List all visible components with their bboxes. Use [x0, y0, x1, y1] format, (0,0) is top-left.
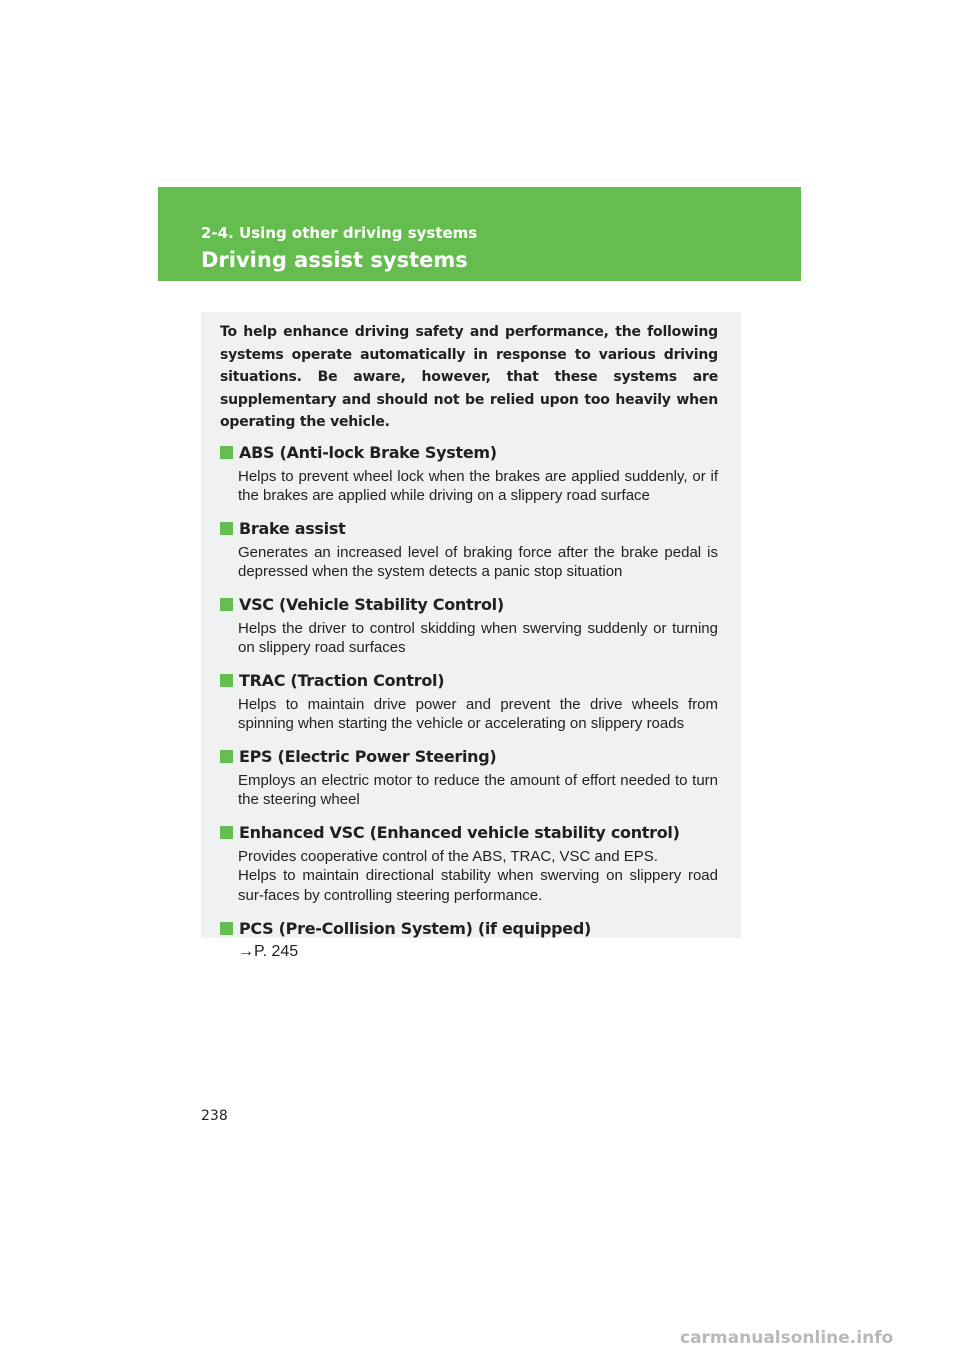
item-description: Helps the driver to control skidding when swerving suddenly or turning on slippery road surfaces — [238, 619, 718, 657]
watermark: carmanualsonline.info — [680, 1328, 894, 1348]
item-title: VSC (Vehicle Stability Control) — [220, 594, 718, 616]
item-title: Brake assist — [220, 518, 718, 540]
green-square-icon — [220, 750, 233, 763]
green-square-icon — [220, 598, 233, 611]
item-vsc — [220, 594, 718, 658]
item-description: Employs an electric motor to reduce the amount of effort needed to turn the steering wheel — [238, 771, 718, 809]
section-header-band — [158, 187, 801, 281]
section-label: 2-4. Using other driving systems — [201, 224, 478, 242]
page-title: Driving assist systems — [201, 248, 468, 272]
green-square-icon — [220, 826, 233, 839]
green-square-icon — [220, 446, 233, 459]
item-brake-assist — [220, 518, 718, 582]
item-trac — [220, 670, 718, 734]
page-number: 238 — [201, 1108, 228, 1124]
item-description: Generates an increased level of braking force after the brake pedal is depressed when the system detects a panic stop situation — [238, 543, 718, 581]
item-title: EPS (Electric Power Steering) — [220, 746, 718, 768]
item-description: Helps to prevent wheel lock when the brakes are applied suddenly, or if the brakes are applied while driving on a slippery road surface — [238, 467, 718, 505]
item-title: Enhanced VSC (Enhanced vehicle stability control) — [220, 822, 718, 844]
content-box — [201, 312, 741, 961]
item-abs — [220, 442, 718, 506]
item-title: TRAC (Traction Control) — [220, 670, 718, 692]
page-reference-link[interactable]: →P. 245 — [238, 943, 299, 961]
item-description: Provides cooperative control of the ABS, TRAC, VSC and EPS. Helps to maintain directional stability when swerving on slippery road sur-faces by controlling steering performance. — [238, 847, 718, 904]
green-square-icon — [220, 922, 233, 935]
item-eps — [220, 746, 718, 810]
item-enhanced-vsc — [220, 822, 718, 906]
item-description: Helps to maintain drive power and prevent the drive wheels from spinning when starting the vehicle or accelerating on slippery roads — [238, 695, 718, 733]
item-title: ABS (Anti-lock Brake System) — [220, 442, 718, 464]
green-square-icon — [220, 522, 233, 535]
item-title: PCS (Pre-Collision System) (if equipped) — [220, 917, 718, 939]
green-square-icon — [220, 674, 233, 687]
intro-paragraph: To help enhance driving safety and performance, the following systems operate automatically in response to various driving situations. Be aware, however, that these systems are supplementary and should not be relied upon too heavily when operating the vehicle. — [220, 324, 718, 431]
item-pcs — [220, 917, 718, 962]
